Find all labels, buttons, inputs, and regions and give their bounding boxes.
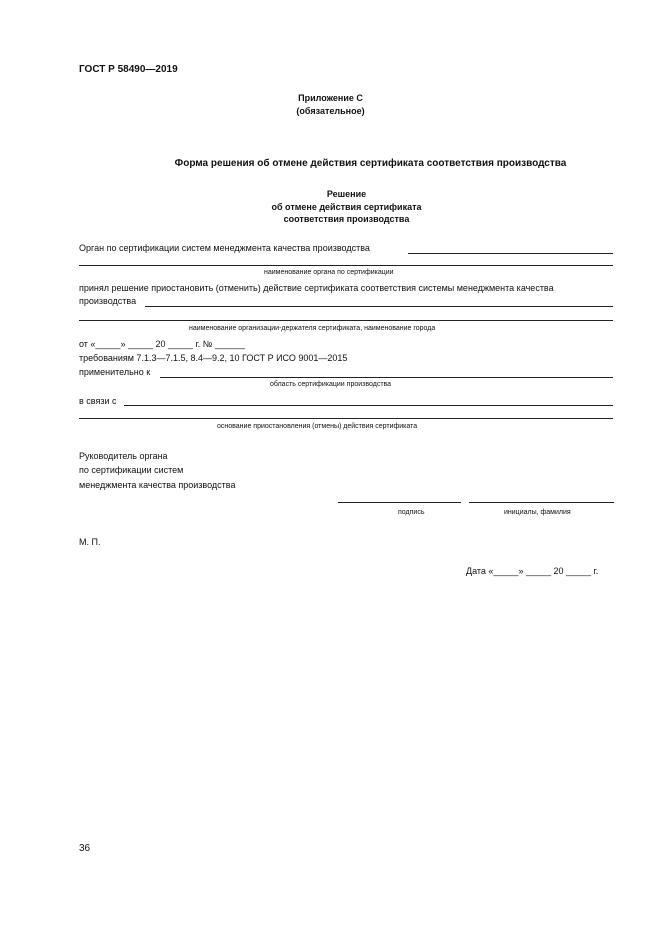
organ-label: Орган по сертификации систем менеджмента качества производства xyxy=(79,243,370,253)
head-title-line3: менеджмента качества производства xyxy=(79,480,236,490)
reason-caption: основание приостановления (отмены) действия сертификата xyxy=(217,423,418,430)
head-title-line2: по сертификации систем xyxy=(79,465,184,475)
form-title: Форма решения об отмене действия сертификата соответствия производства xyxy=(174,158,567,169)
organ-blank-line-2 xyxy=(79,265,613,266)
decision-subheading-2: соответствия производства xyxy=(283,214,410,224)
head-title-line1: Руководитель органа xyxy=(79,451,168,461)
holder-blank-line xyxy=(145,306,613,307)
standard-code: ГОСТ Р 58490—2019 xyxy=(79,64,178,75)
name-line xyxy=(469,502,614,503)
decision-text-line1: принял решение приостановить (отменить) действие сертификата соответствия системы менеджмента качества xyxy=(79,283,554,293)
reason-blank-line xyxy=(124,405,613,406)
date-number-line: от «_____» _____ 20 _____ г. № ______ xyxy=(79,339,245,349)
appendix-title: Приложение С xyxy=(298,93,363,103)
reason-label: в связи с xyxy=(79,396,117,406)
seal-mark: М. П. xyxy=(79,537,101,547)
signature-caption: подпись xyxy=(398,509,425,516)
scope-caption: область сертификации производства xyxy=(270,381,392,388)
organ-blank-line xyxy=(408,253,613,254)
decision-heading: Решение xyxy=(326,189,367,199)
name-caption: инициалы, фамилия xyxy=(504,509,571,516)
scope-blank-line xyxy=(160,377,613,378)
page-number: 36 xyxy=(79,843,91,854)
decision-subheading-1: об отмене действия сертификата xyxy=(271,202,422,212)
decision-text-line2: производства xyxy=(79,296,137,306)
holder-blank-line-2 xyxy=(79,320,613,321)
holder-caption: наименование организации-держателя сертификата, наименование города xyxy=(189,325,436,332)
organ-caption: наименование органа по сертификации xyxy=(264,269,394,276)
reason-blank-line-2 xyxy=(79,418,613,419)
applicable-label: применительно к xyxy=(79,367,151,377)
signature-line xyxy=(338,502,461,503)
appendix-status: (обязательное) xyxy=(296,106,365,116)
date-signature: Дата «_____» _____ 20 _____ г. xyxy=(466,566,599,576)
requirements-line: требованиям 7.1.3—7.1.5, 8.4—9.2, 10 ГОСТ Р ИСО 9001—2015 xyxy=(79,353,348,363)
